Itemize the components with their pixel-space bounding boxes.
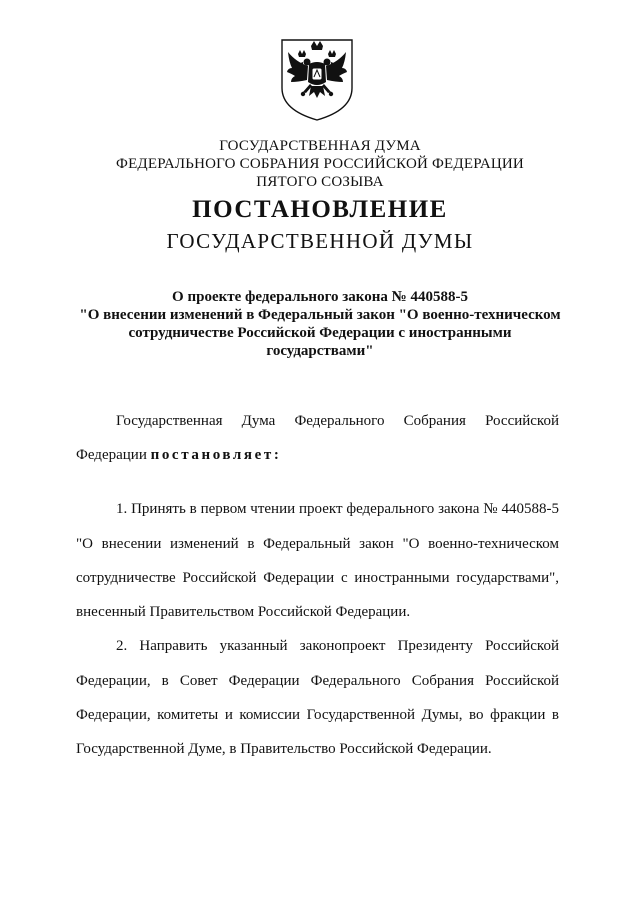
subject-line-3: сотрудничестве Российской Федерации с иностранными xyxy=(128,325,512,341)
item-1-line-1: 1. Принять в первом чтении проект федерального закона № 440588-5 xyxy=(116,501,559,517)
item-1-line-2: "О внесении изменений в Федеральный закон "О военно-техническом xyxy=(76,536,559,552)
document-issuer-title: ГОСУДАРСТВЕННОЙ ДУМЫ xyxy=(166,229,474,253)
subject-line-4: государствами" xyxy=(266,343,374,359)
item-2-line-1: 2. Направить указанный законопроект Президенту Российской xyxy=(116,638,559,654)
item-2-line-2: Федерации, в Совет Федерации Федерального Собрания Российской xyxy=(76,673,559,689)
subject-line-2: "О внесении изменений в Федеральный закон "О военно-техническом xyxy=(79,307,561,323)
item-1-line-3: сотрудничестве Российской Федерации с иностранными государствами", xyxy=(76,570,559,586)
item-2-line-3: Федерации, комитеты и комиссии Государственной Думы, во фракции в xyxy=(76,707,559,723)
org-line-1: ГОСУДАРСТВЕННАЯ ДУМА xyxy=(219,138,421,154)
item-1-line-4: внесенный Правительством Российской Федерации. xyxy=(76,604,411,620)
preamble-line-1: Государственная Дума Федерального Собрания Российской xyxy=(116,413,559,429)
item-2-line-4: Государственной Думе, в Правительство Российской Федерации. xyxy=(76,741,492,757)
resolves-keyword: постановляет: xyxy=(150,447,282,463)
preamble-line-2 xyxy=(76,446,559,464)
org-line-2: ФЕДЕРАЛЬНОГО СОБРАНИЯ РОССИЙСКОЙ ФЕДЕРАЦИИ xyxy=(116,156,524,172)
subject-line-1: О проекте федерального закона № 440588-5 xyxy=(172,289,468,305)
resolution-body xyxy=(76,0,559,905)
document-type-title: ПОСТАНОВЛЕНИЕ xyxy=(192,196,448,223)
org-line-3: ПЯТОГО СОЗЫВА xyxy=(256,174,384,190)
preamble-prefix: Федерации xyxy=(76,447,147,463)
